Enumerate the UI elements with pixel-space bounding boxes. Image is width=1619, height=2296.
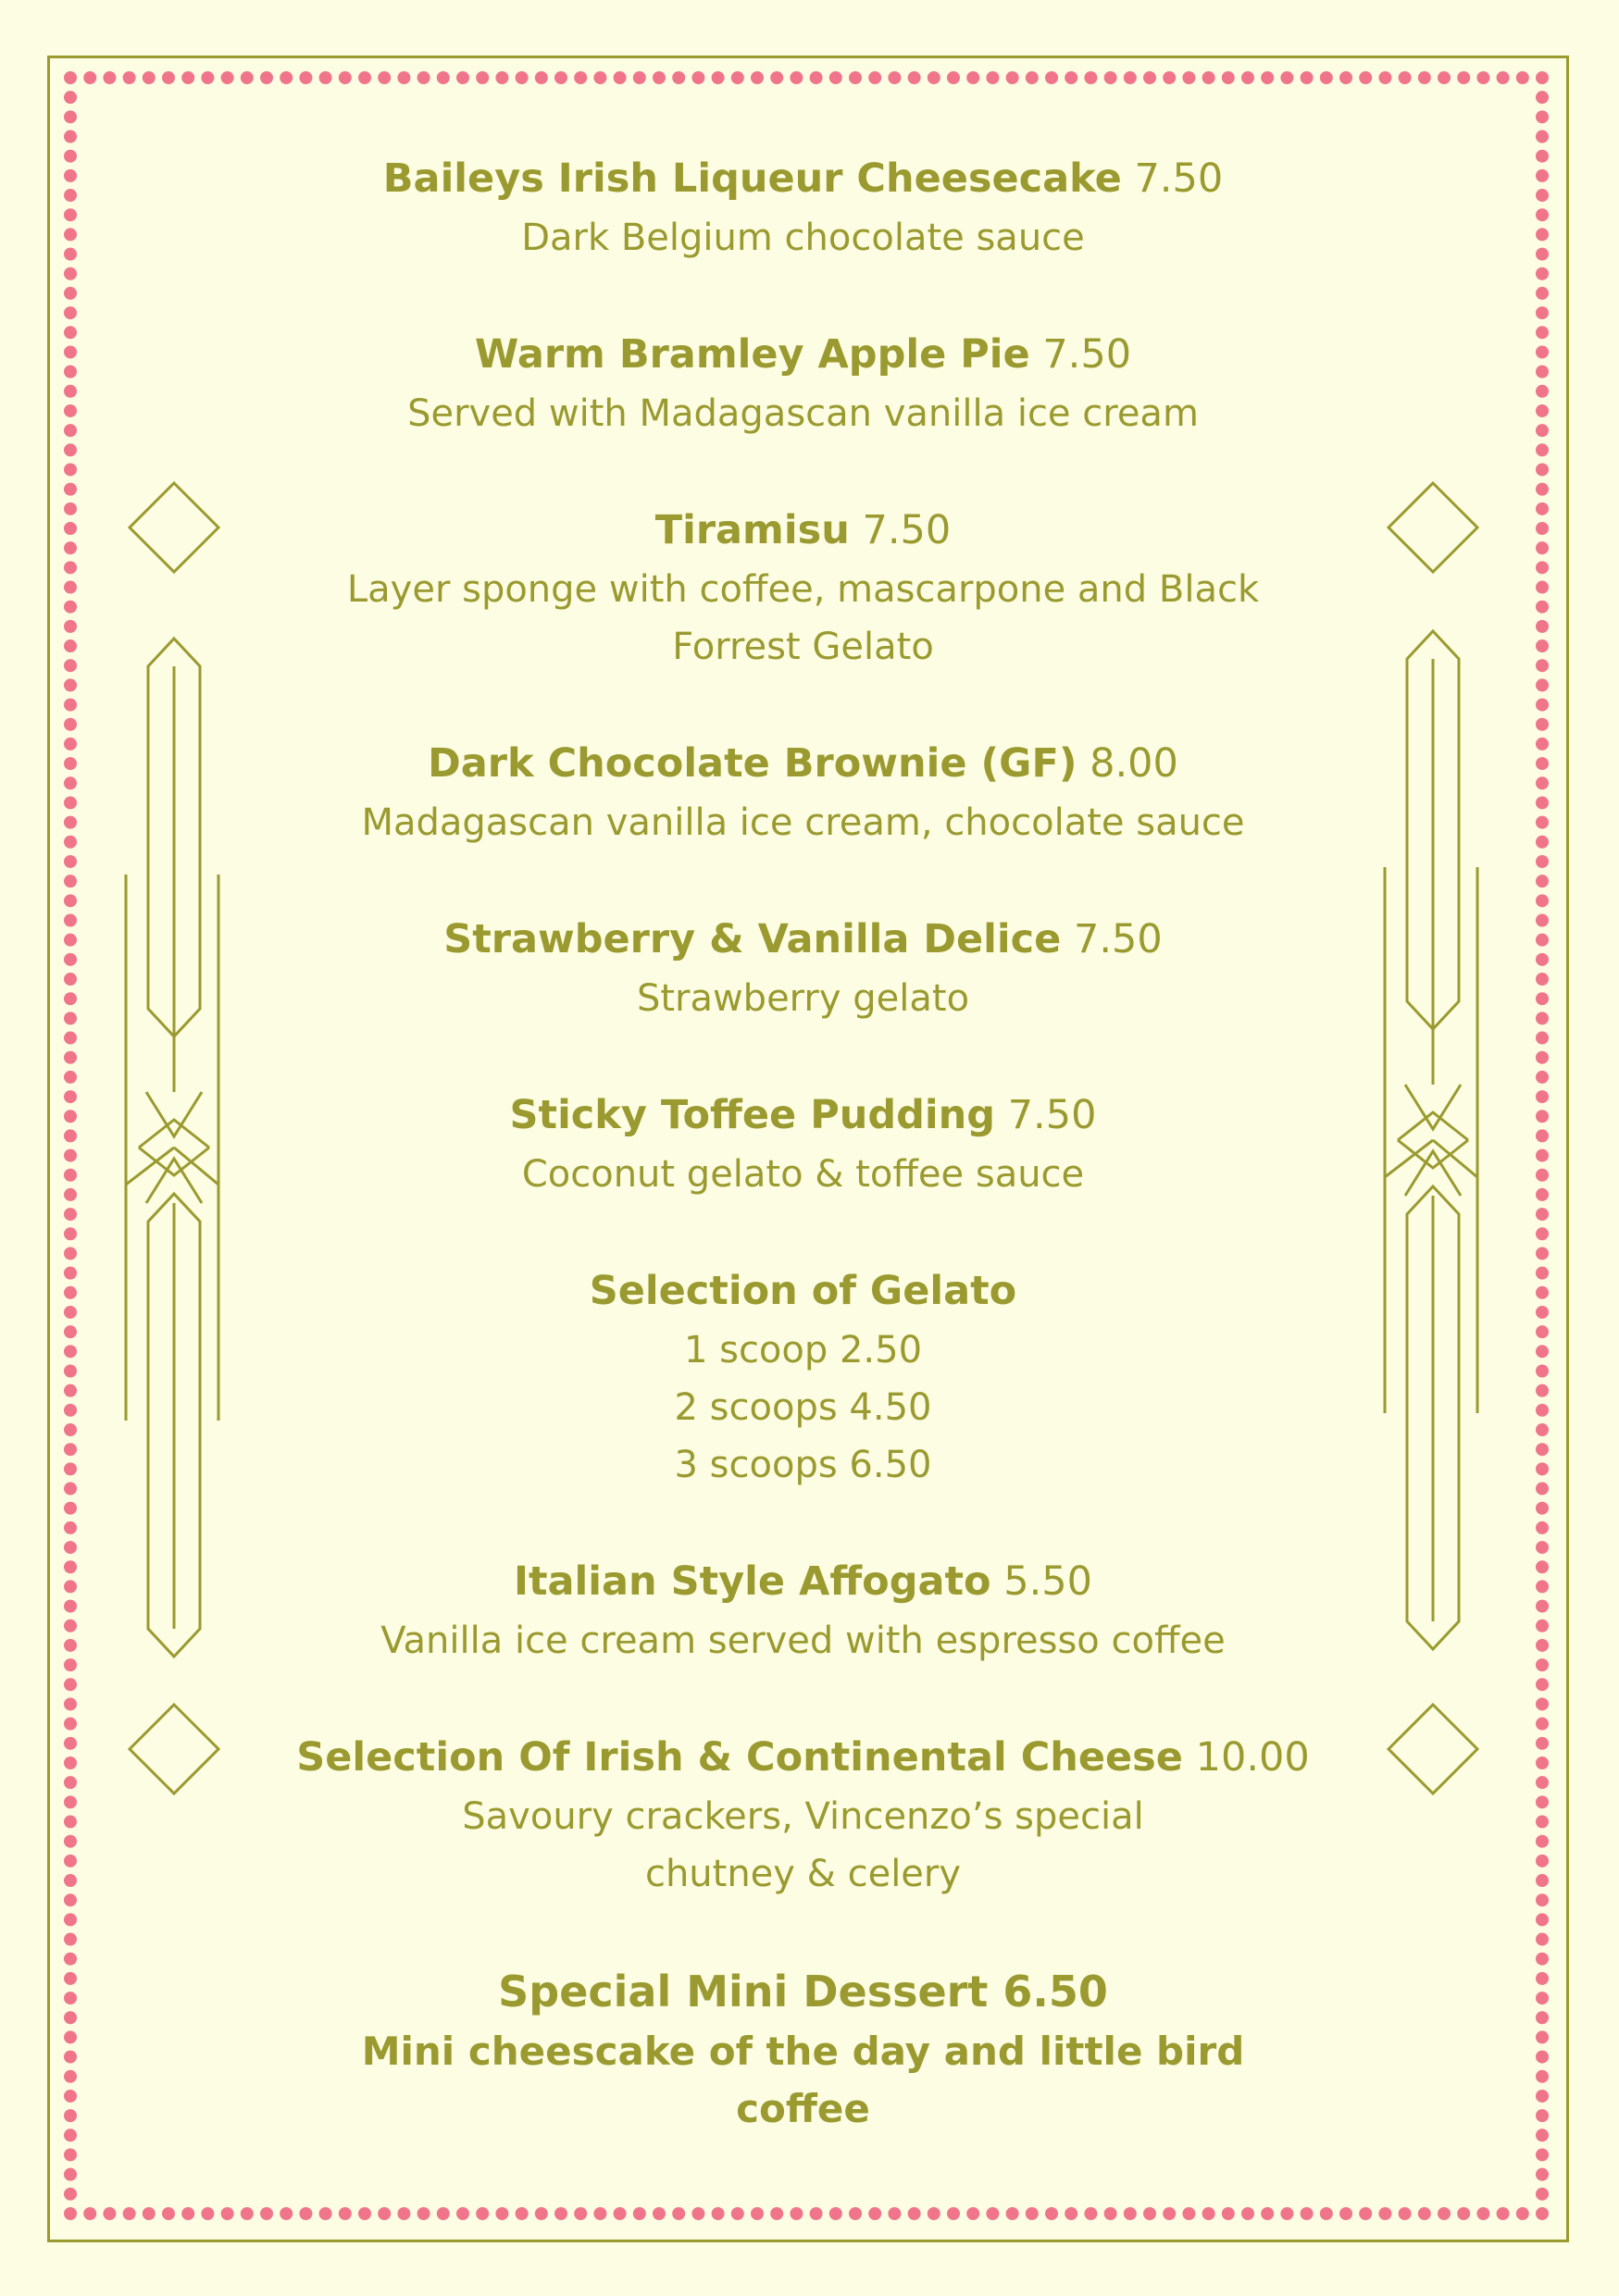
menu-item	[259, 1727, 1347, 1903]
item-description: Coconut gelato & toffee sauce	[521, 1153, 1085, 1196]
right-bottom-diamond-ornament	[1385, 1701, 1481, 1797]
right-vertical-ornament	[1377, 622, 1488, 1658]
gelato-option: 2 scoops 4.50	[674, 1386, 932, 1429]
gelato-option: 1 scoop 2.50	[683, 1329, 923, 1371]
item-name: Selection of Gelato	[589, 1268, 1017, 1314]
item-price: 7.50	[862, 507, 952, 553]
item-price: 7.50	[1134, 155, 1224, 202]
item-description: Madagascan vanilla ice cream, chocolate sauce	[361, 801, 1245, 844]
left-vertical-ornament	[118, 629, 230, 1666]
item-description: Savoury crackers, Vincenzo’s special	[462, 1795, 1144, 1838]
item-price: 7.50	[1007, 1092, 1097, 1138]
item-name: Baileys Irish Liqueur Cheesecake	[382, 155, 1122, 202]
item-name: Italian Style Affogato	[513, 1558, 991, 1605]
item-name: Strawberry & Vanilla Delice	[443, 916, 1062, 962]
item-name: Sticky Toffee Pudding	[509, 1092, 996, 1138]
left-bottom-diamond-ornament	[126, 1701, 222, 1797]
item-description: Dark Belgium chocolate sauce	[521, 217, 1085, 259]
menu-item	[259, 733, 1347, 851]
item-price: 7.50	[1073, 916, 1163, 962]
special-description: Mini cheescake of the day and little bird	[361, 2029, 1245, 2074]
menu-item	[259, 1085, 1347, 1203]
item-name: Dark Chocolate Brownie (GF)	[428, 740, 1077, 787]
menu-item	[259, 1551, 1347, 1669]
item-name: Warm Bramley Apple Pie	[474, 331, 1030, 378]
menu-item	[259, 148, 1347, 267]
special-item	[259, 1960, 1347, 2138]
menu-item	[259, 1260, 1347, 1494]
item-description: chutney & celery	[644, 1853, 962, 1895]
item-name: Selection Of Irish & Continental Cheese	[296, 1734, 1183, 1781]
item-description: Served with Madagascan vanilla ice cream	[407, 392, 1199, 435]
item-name: Tiramisu	[654, 507, 850, 553]
right-top-diamond-ornament	[1385, 479, 1481, 576]
item-price: 10.00	[1195, 1734, 1310, 1781]
menu-item	[259, 324, 1347, 442]
dessert-menu	[259, 148, 1347, 2195]
item-description: Vanilla ice cream served with espresso coffee	[380, 1620, 1226, 1662]
special-title: Special Mini Dessert 6.50	[498, 1967, 1108, 2017]
item-description: Forrest Gelato	[672, 626, 934, 668]
item-description: Strawberry gelato	[636, 977, 970, 1020]
item-description: Layer sponge with coffee, mascarpone and Black	[346, 568, 1260, 611]
gelato-option: 3 scoops 6.50	[674, 1444, 932, 1486]
menu-item	[259, 500, 1347, 676]
item-price: 5.50	[1003, 1558, 1093, 1605]
menu-item	[259, 909, 1347, 1027]
item-price: 7.50	[1042, 331, 1132, 378]
left-top-diamond-ornament	[126, 479, 222, 576]
item-price: 8.00	[1090, 740, 1178, 787]
special-description: coffee	[736, 2086, 870, 2131]
